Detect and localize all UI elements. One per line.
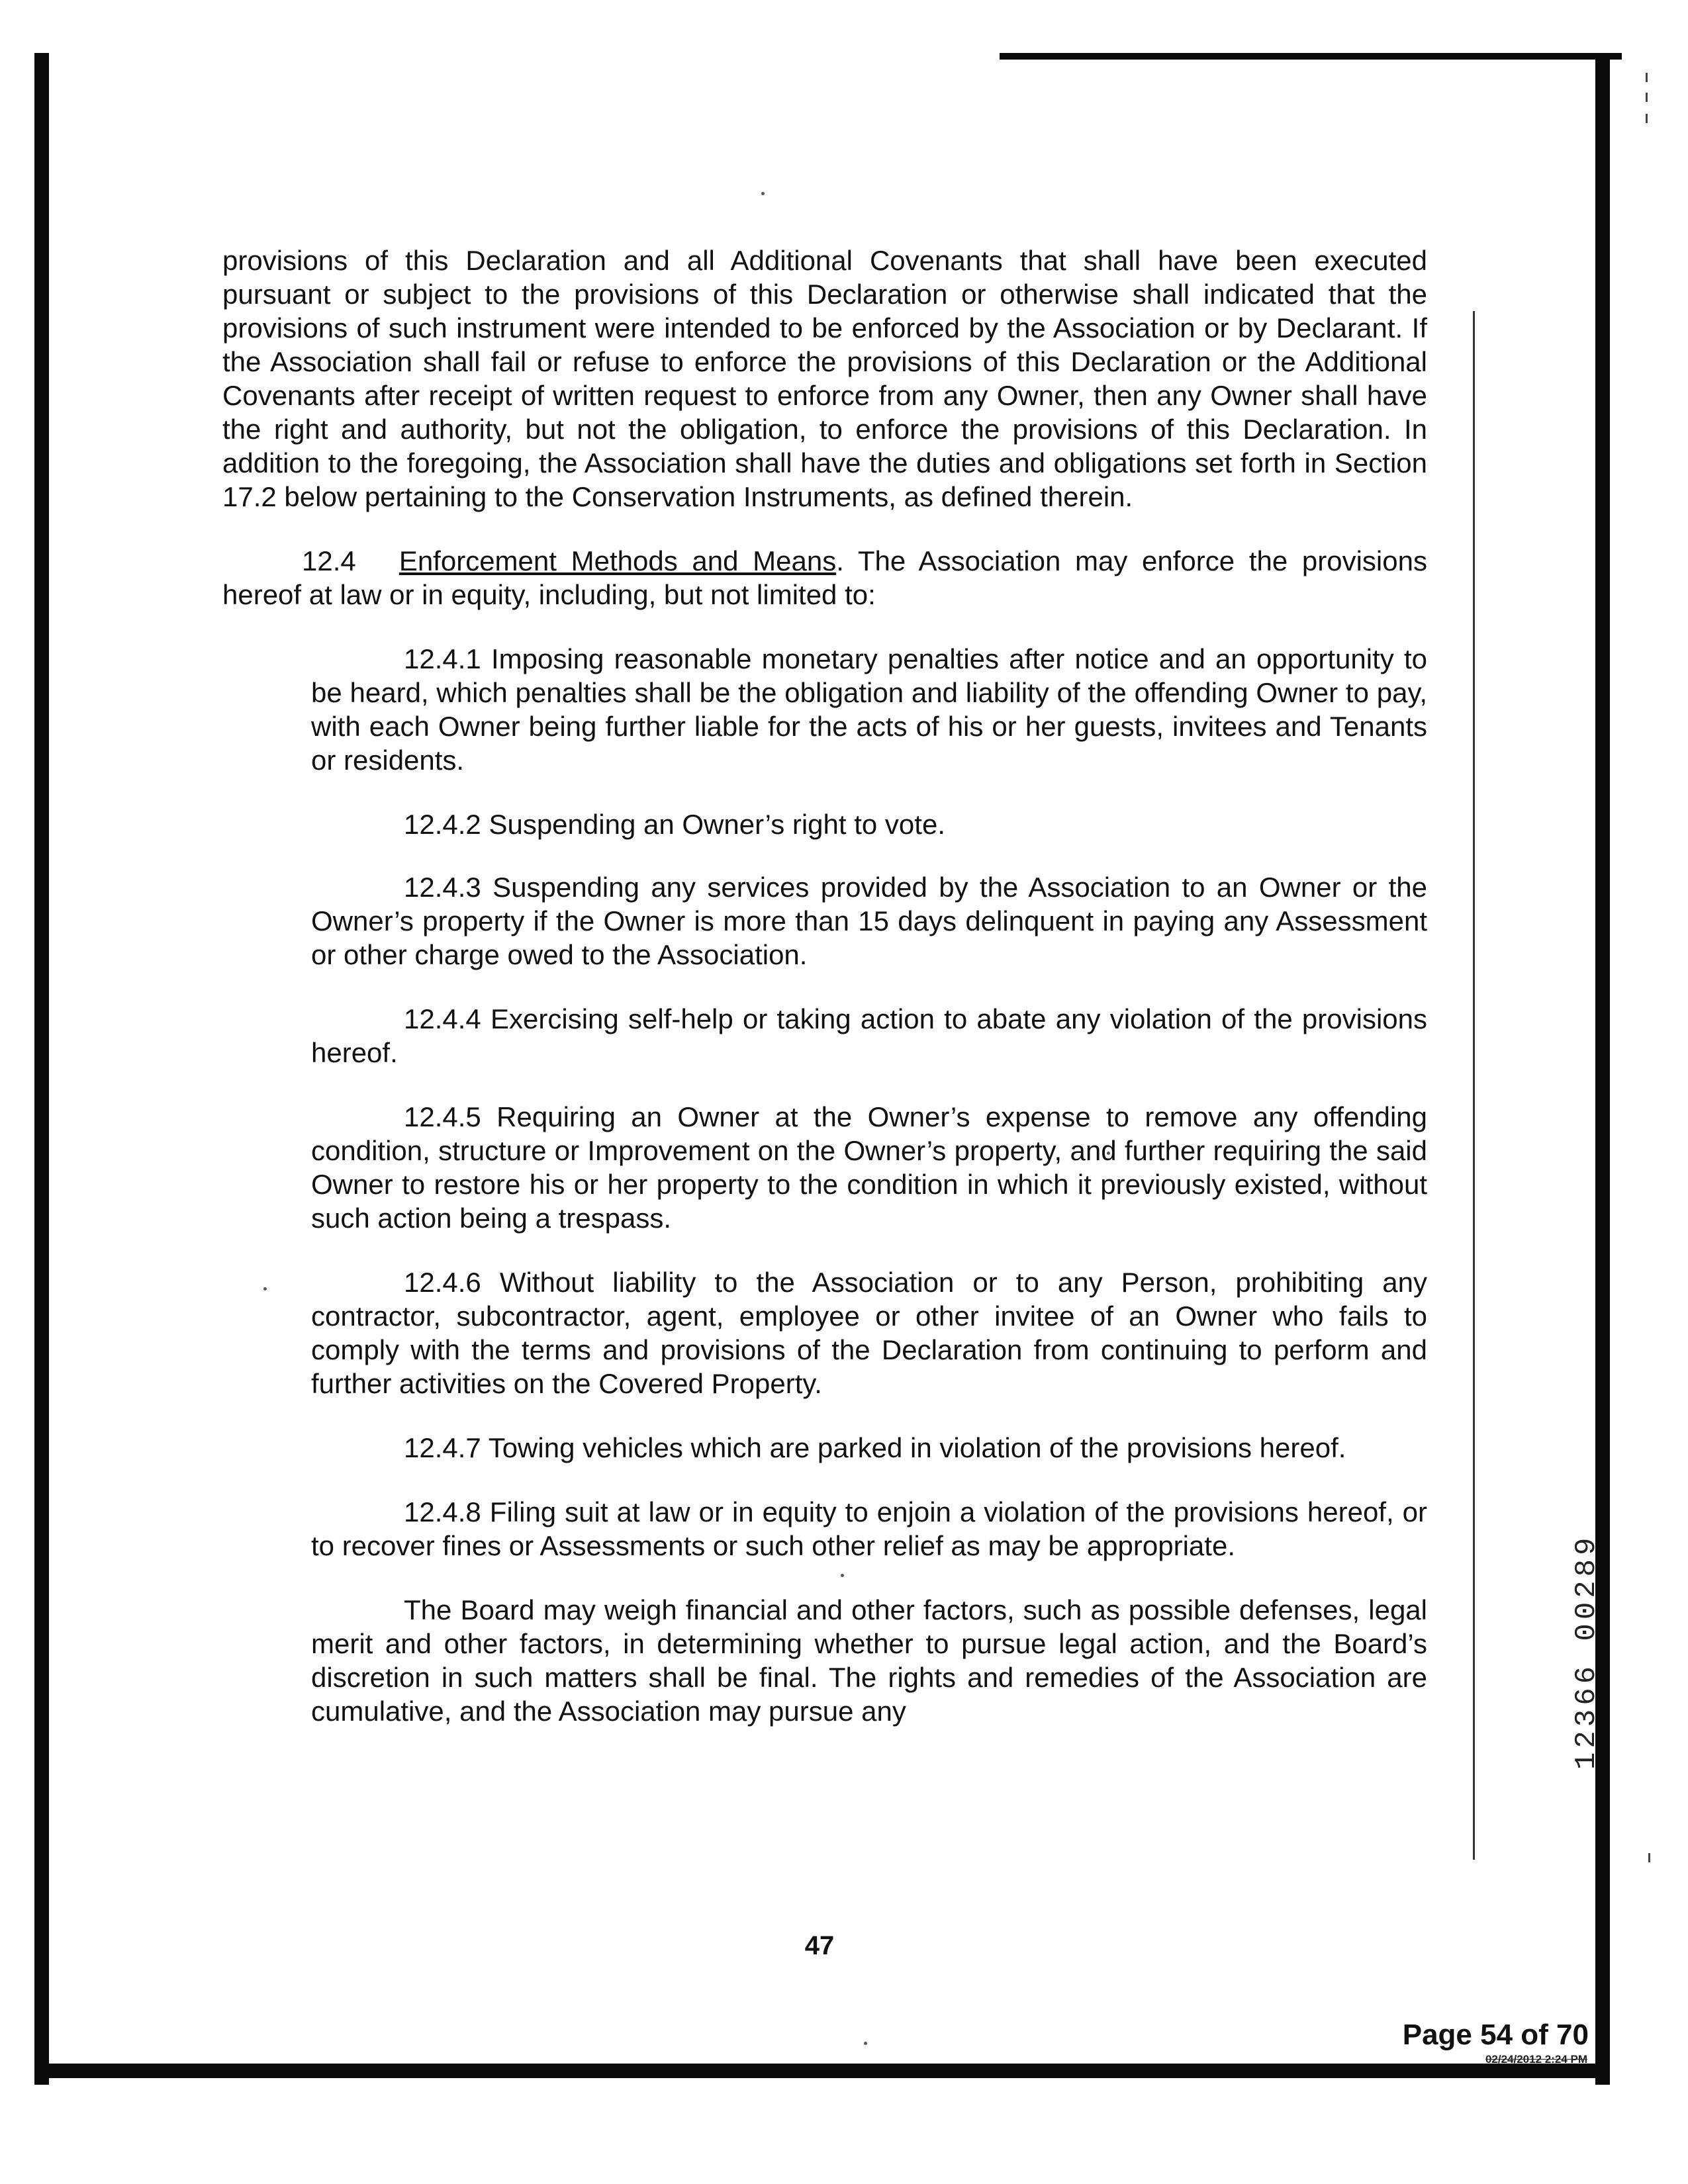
section-number: 12.4 [302, 545, 356, 576]
scan-mark [1646, 73, 1648, 82]
section-intro: . The Association may enforce the provisions hereof at law or in equity, including, but not limited to: [222, 545, 1427, 610]
item-text: Filing suit at law or in equity to enjoin a violation of the provisions hereof, or to recover fines or Assessments or such other relief as may be appropriate. [311, 1496, 1427, 1561]
item-12-4-8 [311, 1495, 1427, 1563]
continuation-paragraph: provisions of this Declaration and all Additional Covenants that shall have been executed pursuant or subject to the provisions of this Declaration or otherwise shall indicated that the provisions of such instrument were intended to be enforced by the Association or by Declarant. If the Association shall fail or refuse to enforce the provisions of this Declaration or the Additional Covenants after receipt of written request to enforce from any Owner, then any Owner shall have the right and authority, but not the obligation, to enforce the provisions of this Declaration. In addition to the foregoing, the Association shall have the duties and obligations set forth in Section 17.2 below pertaining to the Conservation Instruments, as defined therein. [222, 245, 1427, 512]
timestamp-text: 02/24/2012 2:24 PM [1485, 2053, 1587, 2066]
item-text: Requiring an Owner at the Owner’s expense to remove any offending condition, structure or Improvement on the Owner’s property, and further requiring the said Owner to restore his or her property to the condition in which it previously existed, without such action being a trespass. [311, 1101, 1427, 1234]
timestamp [1410, 2053, 1587, 2066]
item-12-4-6 [311, 1265, 1427, 1400]
scan-border-right [1595, 53, 1610, 2085]
item-text: Imposing reasonable monetary penalties after notice and an opportunity to be heard, which penalties shall be the obligation and liability of the offending Owner to pay, with each Owner being further liable for the acts of his or her guests, invitees and Tenants or residents. [311, 643, 1427, 776]
scan-mark [1648, 1853, 1650, 1862]
item-number: 12.4.8 [404, 1496, 481, 1527]
document-page-number: 47 [804, 1931, 835, 1960]
section-title: Enforcement Methods and Means [399, 545, 837, 576]
closing-paragraph: The Board may weigh financial and other factors, such as possible defenses, legal merit and other factors, in determining whether to pursue legal action, and the Board’s discretion in such matters shall be final. The rights and remedies of the Association are cumulative, and the Association may pursue any [311, 1594, 1427, 1727]
item-number: 12.4.3 [404, 872, 481, 903]
scan-border-left [34, 53, 49, 2085]
item-number: 12.4.2 [404, 809, 481, 840]
item-12-4-1 [311, 642, 1427, 777]
scan-border-top [1000, 53, 1622, 60]
scan-mark [1646, 93, 1648, 102]
recording-stamp: 12366 00289 [1570, 1534, 1603, 1770]
item-12-4-3 [311, 870, 1427, 972]
page-counter: Page 54 of 70 [1402, 2019, 1589, 2051]
item-text: Exercising self-help or taking action to abate any violation of the provisions hereof. [311, 1003, 1427, 1068]
scan-speck [864, 2042, 867, 2045]
item-text: Suspending any services provided by the Association to an Owner or the Owner’s property if the Owner is more than 15 days delinquent in paying any Assessment or other charge owed to the Association. [311, 872, 1427, 970]
scan-speck [761, 192, 765, 195]
scan-mark [1646, 114, 1648, 123]
item-number: 12.4.6 [404, 1267, 481, 1298]
item-12-4-5 [311, 1100, 1427, 1235]
item-number: 12.4.4 [404, 1003, 481, 1034]
item-12-4-2 [311, 807, 1427, 841]
scan-hairline [1473, 311, 1475, 1860]
item-text: Suspending an Owner’s right to vote. [489, 809, 945, 840]
document-body [222, 244, 1427, 1758]
item-number: 12.4.7 [404, 1432, 481, 1463]
item-number: 12.4.5 [404, 1101, 481, 1132]
item-text: Without liability to the Association or to any Person, prohibiting any contractor, subcontractor, agent, employee or other invitee of an Owner who fails to comply with the terms and provisions of the Declaration from continuing to perform and further activities on the Covered Property. [311, 1267, 1428, 1399]
scan-border-bottom [34, 2064, 1610, 2078]
section-12-4 [222, 544, 1427, 612]
item-12-4-4 [311, 1002, 1427, 1069]
item-12-4-7 [311, 1431, 1427, 1465]
item-text: Towing vehicles which are parked in violation of the provisions hereof. [488, 1432, 1346, 1463]
item-number: 12.4.1 [404, 643, 481, 674]
